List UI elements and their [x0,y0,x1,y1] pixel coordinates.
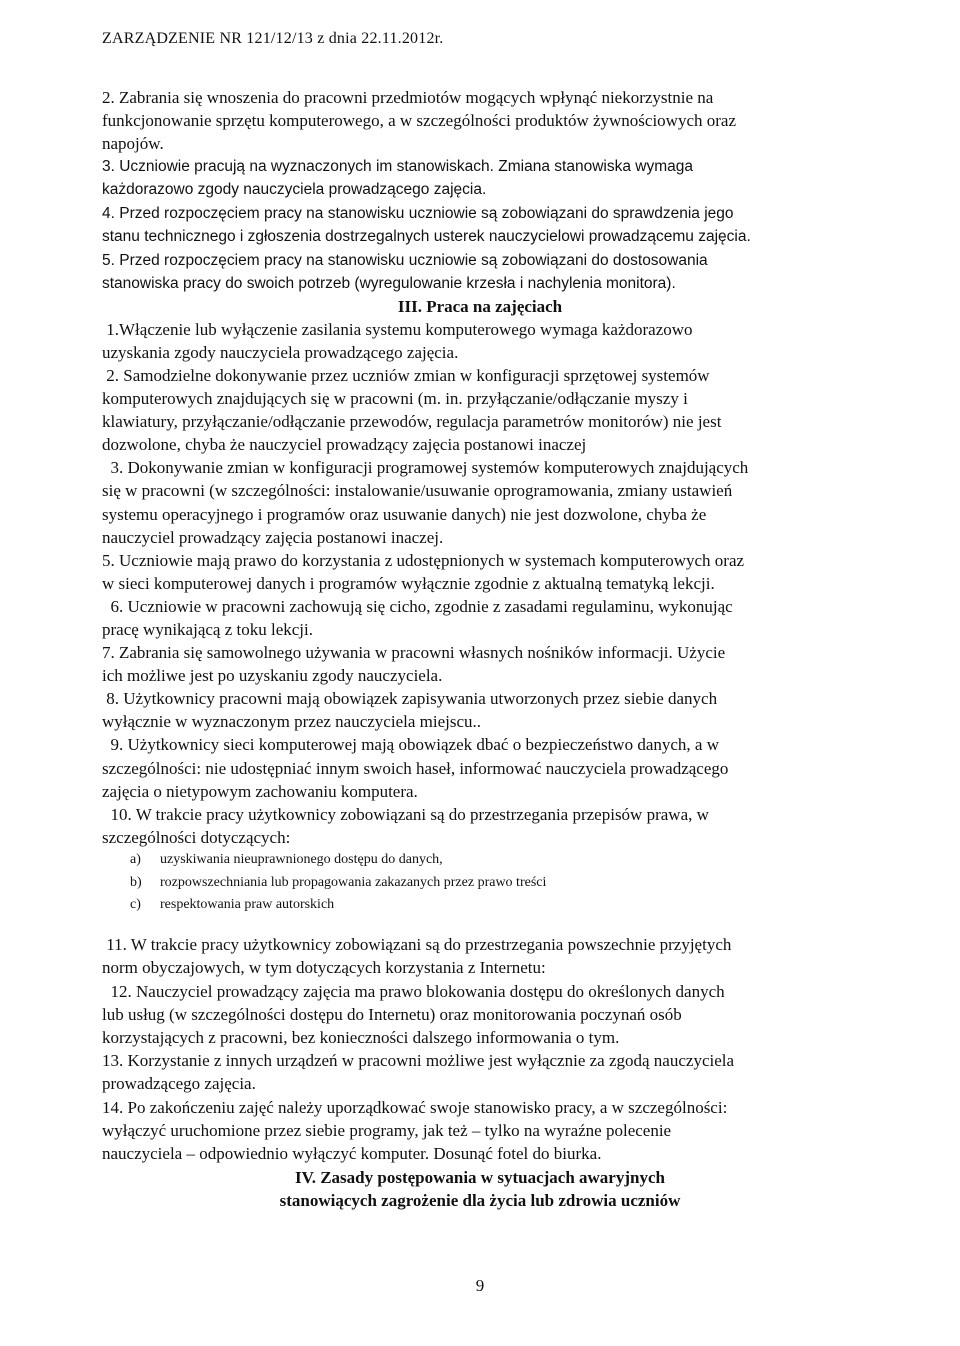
text-line: klawiatury, przyłączanie/odłączanie przewodów, regulacja parametrów monitorów) nie jest [102,412,722,431]
text-line: 13. Korzystanie z innych urządzeń w pracowni możliwe jest wyłącznie za zgodą nauczyciela [102,1051,735,1070]
text-line: 5. Uczniowie mają prawo do korzystania z udostępnionych w systemach komputerowych oraz [102,551,745,570]
text-line: 5. Przed rozpoczęciem pracy na stanowisku uczniowie są zobowiązani do dostosowania [102,252,708,269]
document-header: ZARZĄDZENIE NR 121/12/13 z dnia 22.11.2012r. [102,30,444,47]
text-line: funkcjonowanie sprzętu komputerowego, a w szczególności produktów żywnościowych oraz [102,111,737,130]
list-item: respektowania praw autorskich [160,897,335,912]
text-line: 12. Nauczyciel prowadzący zajęcia ma prawo blokowania dostępu do określonych danych [102,982,725,1001]
text-line: stanu technicznego i zgłoszenia dostrzegalnych usterek nauczycielowi prowadzącemu zajęcia. [102,228,751,245]
text-line: 2. Samodzielne dokonywanie przez uczniów zmian w konfiguracji sprzętowej systemów [102,366,710,385]
text-line: nauczyciel prowadzący zajęcia postanowi inaczej. [102,528,444,547]
text-line: zajęcia o nietypowym zachowaniu komputera. [102,782,418,801]
list-letter: c) [130,897,141,912]
text-line: 9. Użytkownicy sieci komputerowej mają obowiązek dbać o bezpieczeństwo danych, a w [102,735,719,754]
text-line: 8. Użytkownicy pracowni mają obowiązek zapisywania utworzonych przez siebie danych [102,689,718,708]
text-line: 14. Po zakończeniu zajęć należy uporządkować swoje stanowisko pracy, a w szczególności: [102,1098,728,1117]
section-heading: IV. Zasady postępowania w sytuacjach awaryjnych [295,1168,665,1187]
text-line: dozwolone, chyba że nauczyciel prowadzący zajęcia postanowi inaczej [102,435,587,454]
text-line: stanowiska pracy do swoich potrzeb (wyregulowanie krzesła i nachylenia monitora). [102,275,676,292]
list-item: uzyskiwania nieuprawnionego dostępu do danych, [160,852,443,867]
text-line: 2. Zabrania się wnoszenia do pracowni przedmiotów mogących wpłynąć niekorzystnie na [102,88,714,107]
text-line: 7. Zabrania się samowolnego używania w pracowni własnych nośników informacji. Użycie [102,643,726,662]
text-line: 4. Przed rozpoczęciem pracy na stanowisku uczniowie są zobowiązani do sprawdzenia jego [102,205,734,222]
text-line: wyłączyć uruchomione przez siebie programy, jak też – tylko na wyraźne polecenie [102,1121,672,1140]
text-line: uzyskania zgody nauczyciela prowadzącego zajęcia. [102,343,459,362]
page-number: 9 [475,1276,485,1295]
text-line: systemu operacyjnego i programów oraz usuwanie danych) nie jest dozwolone, chyba że [102,505,707,524]
text-line: się w pracowni (w szczególności: instalowanie/usuwanie oprogramowania, zmiany ustawień [102,481,733,500]
text-line: napojów. [102,134,164,153]
text-line: 3. Dokonywanie zmian w konfiguracji programowej systemów komputerowych znajdujących [102,458,749,477]
text-line: 3. Uczniowie pracują na wyznaczonych im stanowiskach. Zmiana stanowiska wymaga [102,158,693,175]
list-letter: a) [130,852,141,867]
text-line: 10. W trakcie pracy użytkownicy zobowiązani są do przestrzegania przepisów prawa, w [102,805,709,824]
text-line: lub usług (w szczególności dostępu do Internetu) oraz monitorowania poczynań osób [102,1005,682,1024]
text-line: szczególności: nie udostępniać innym swoich haseł, informować nauczyciela prowadzącego [102,759,729,778]
text-line: nauczyciela – odpowiednio wyłączyć komputer. Dosunąć fotel do biurka. [102,1144,602,1163]
section-heading: III. Praca na zajęciach [397,297,563,316]
list-item: rozpowszechniania lub propagowania zakazanych przez prawo treści [160,875,547,890]
text-line: 1.Włączenie lub wyłączenie zasilania systemu komputerowego wymaga każdorazowo [102,320,693,339]
text-line: szczególności dotyczących: [102,828,291,847]
text-line: pracę wynikającą z toku lekcji. [102,620,313,639]
section-heading-continued: stanowiących zagrożenie dla życia lub zdrowia uczniów [279,1191,681,1210]
text-line: prowadzącego zajęcia. [102,1074,256,1093]
text-line: wyłącznie w wyznaczonym przez nauczyciela miejscu.. [102,712,482,731]
text-line: norm obyczajowych, w tym dotyczących korzystania z Internetu: [102,958,546,977]
text-line: 6. Uczniowie w pracowni zachowują się cicho, zgodnie z zasadami regulaminu, wykonując [102,597,733,616]
text-line: komputerowych znajdujących się w pracowni (m. in. przyłączanie/odłączanie myszy i [102,389,688,408]
text-line: ich możliwe jest po uzyskaniu zgody nauczyciela. [102,666,443,685]
list-letter: b) [130,875,142,890]
text-line: każdorazowo zgody nauczyciela prowadzącego zajęcia. [102,181,487,198]
text-line: korzystających z pracowni, bez konieczności dalszego informowania o tym. [102,1028,620,1047]
text-line: 11. W trakcie pracy użytkownicy zobowiązani są do przestrzegania powszechnie przyjętych [102,935,732,954]
text-line: w sieci komputerowej danych i programów wyłącznie zgodnie z aktualną tematyką lekcji. [102,574,715,593]
